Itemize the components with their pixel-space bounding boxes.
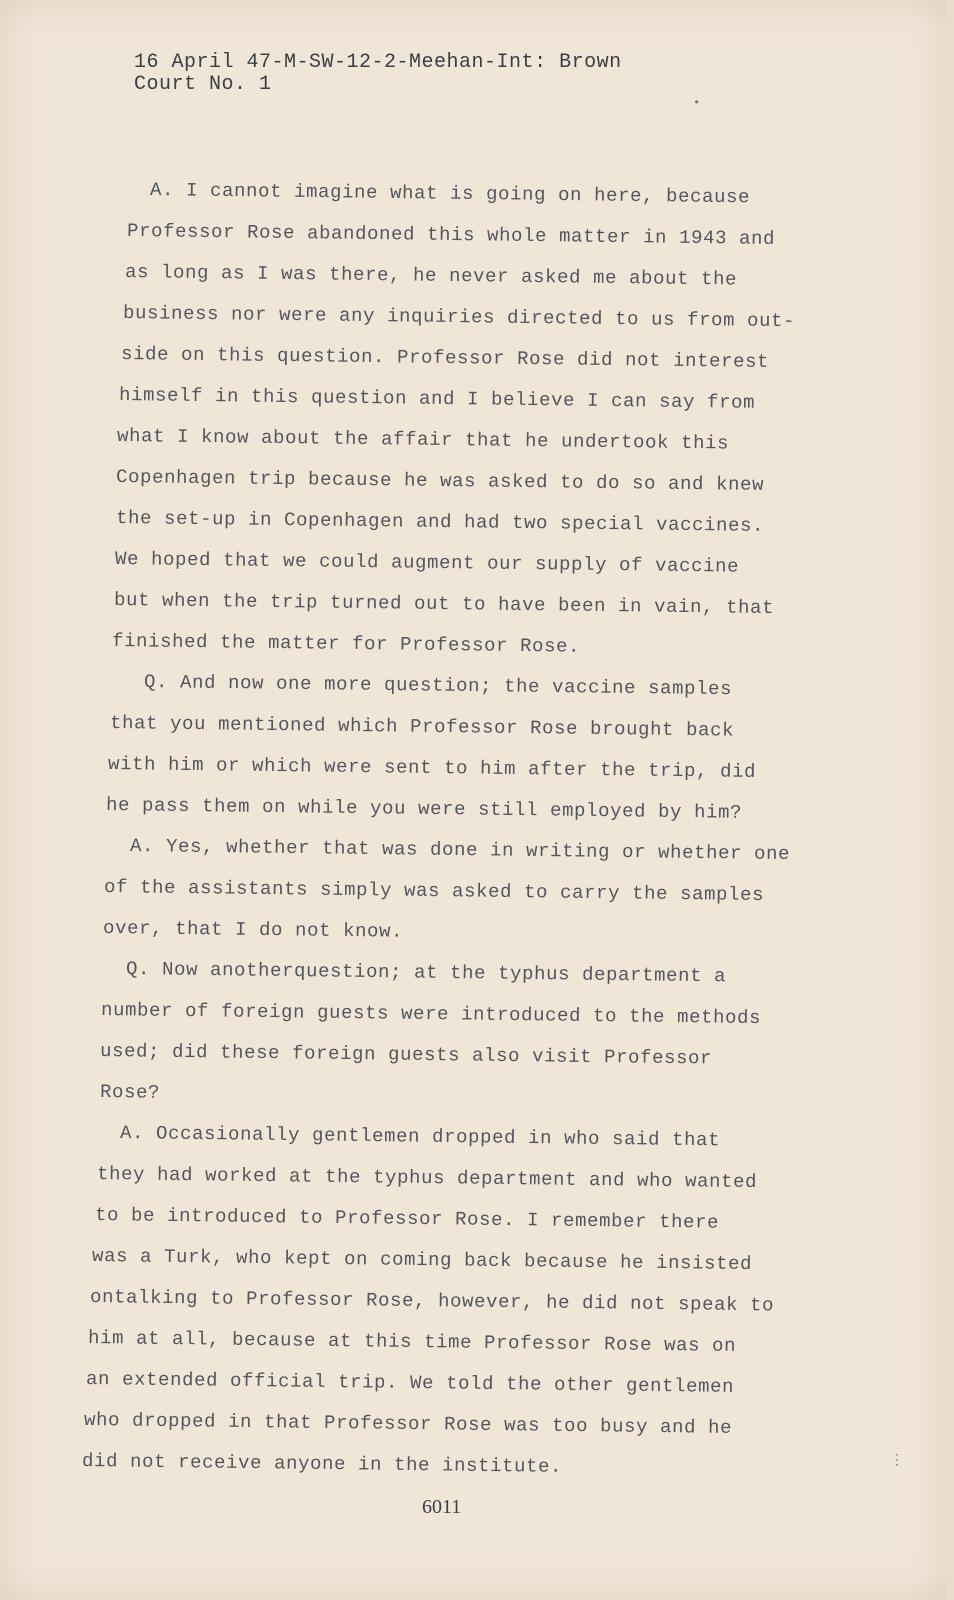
text-line: to be introduced to Professor Rose. I remember there	[94, 1204, 720, 1234]
header-case-reference: 16 April 47-M-SW-12-2-Meehan-Int: Brown	[134, 51, 622, 74]
text-line: did not receive anyone in the institute.	[81, 1450, 563, 1478]
text-line: the set-up in Copenhagen and had two special vaccines.	[115, 507, 765, 537]
text-line: what I know about the affair that he undertook this	[116, 425, 730, 455]
text-line: side on this question. Professor Rose did not interest	[120, 343, 770, 373]
text-line: finished the matter for Professor Rose.	[111, 630, 581, 658]
text-line: Professor Rose abandoned this whole matter in 1943 and	[126, 220, 776, 250]
text-line: We hoped that we could augment our supply of vaccine	[114, 548, 740, 578]
text-line: business nor were any inquiries directed to us from out-	[122, 302, 796, 333]
text-line: himself in this question and I believe I can say from	[118, 384, 756, 414]
text-line: used; did these foreign guests also visit Professor	[99, 1040, 713, 1070]
header-court-number: Court No. 1	[134, 73, 272, 96]
page-number: 6011	[422, 1496, 462, 1518]
text-line: that you mentioned which Professor Rose brought back	[109, 712, 735, 742]
text-line: Rose?	[99, 1081, 161, 1104]
text-line: an extended official trip. We told the other gentlemen	[85, 1368, 735, 1398]
text-line: over, that I do not know.	[102, 917, 404, 943]
margin-smudge: ⋮	[890, 1453, 904, 1469]
text-line: ontalking to Professor Rose, however, he did not speak to	[89, 1286, 775, 1317]
text-line: Copenhagen trip because he was asked to do so and knew	[115, 466, 765, 496]
text-line: but when the trip turned out to have been in vain, that	[113, 589, 775, 620]
text-line: was a Turk, who kept on coming back because he insisted	[91, 1245, 753, 1276]
text-line: him at all, because at this time Professor Rose was on	[87, 1327, 737, 1357]
document-header	[134, 52, 622, 96]
text-line: they had worked at the typhus department and who wanted	[96, 1163, 758, 1194]
text-line: A. I cannot imagine what is going on here, because	[149, 179, 751, 209]
text-line: of the assistants simply was asked to carry the samples	[103, 876, 765, 907]
text-line: Q. And now one more question; the vaccine samples	[143, 671, 733, 701]
text-line: number of foreign guests were introduced to the methods	[100, 999, 762, 1030]
testimony-text	[81, 170, 800, 1482]
text-line: as long as I was there, he never asked me about the	[124, 261, 738, 291]
ink-speck: •	[693, 96, 701, 110]
text-line: he pass them on while you were still employed by him?	[105, 794, 743, 824]
text-line: with him or which were sent to him after the trip, did	[107, 753, 757, 783]
text-line: Q. Now anotherquestion; at the typhus department a	[125, 958, 727, 988]
text-line: A. Yes, whether that was done in writing or whether one	[129, 835, 791, 866]
text-line: A. Occasionally gentlemen dropped in who said that	[119, 1122, 721, 1152]
text-line: who dropped in that Professor Rose was too busy and he	[83, 1409, 733, 1439]
